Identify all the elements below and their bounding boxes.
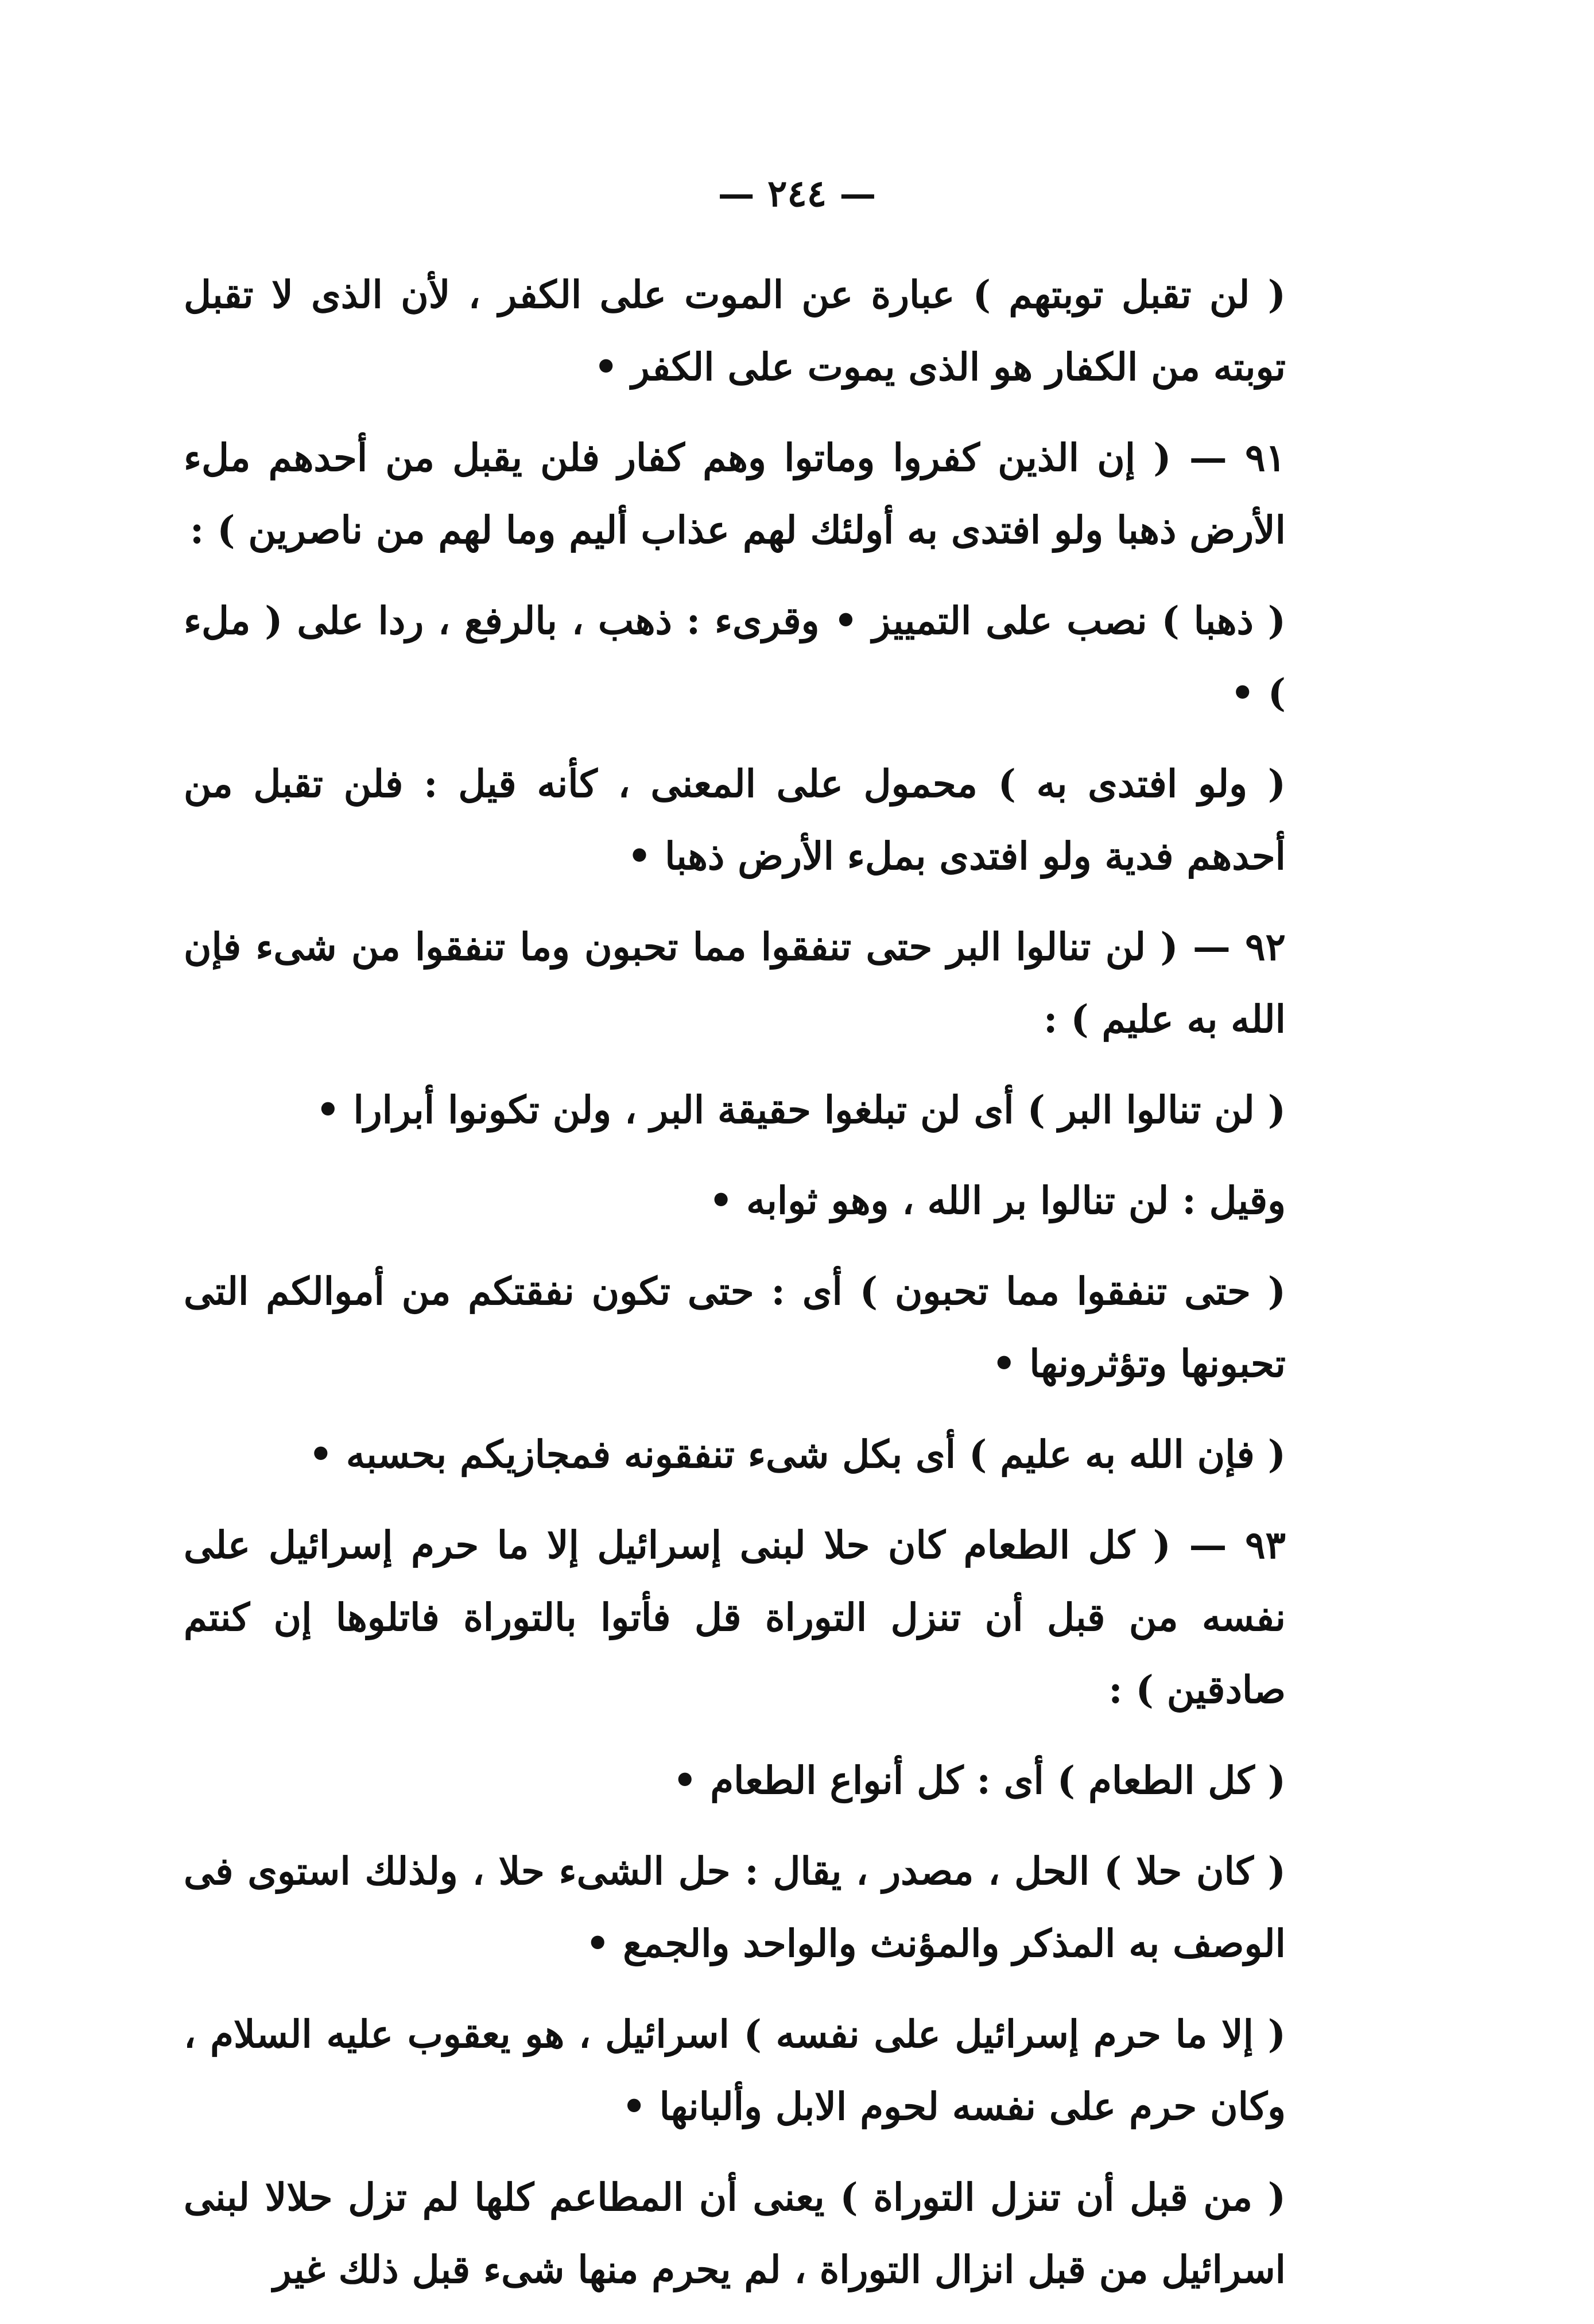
paragraph: ( لن تقبل توبتهم ) عبارة عن الموت على الكفر ، لأن الذى لا تقبل توبته من الكفار هو الذى يموت على الكفر • bbox=[184, 272, 1286, 389]
paragraph: ( لن تنالوا البر ) أى لن تبلغوا حقيقة البر ، ولن تكونوا أبرارا • bbox=[316, 1087, 1286, 1132]
paragraph: ( فإن الله به عليم ) أى بكل شىء تنفقونه فمجازيكم بحسبه • bbox=[308, 1432, 1286, 1477]
verse-paragraph: ٩٢ — ( لن تنالوا البر حتى تنفقوا مما تحبون وما تنفقوا من شىء فإن الله به عليم ) : bbox=[184, 924, 1286, 1041]
paragraph: ( كان حلا ) الحل ، مصدر ، يقال : حل الشىء حلا ، ولذلك استوى فى الوصف به المذكر والمؤنث والواحد والجمع • bbox=[184, 1849, 1286, 1966]
paragraph: ( ذهبا ) نصب على التمييز • وقرىء : ذهب ، بالرفع ، ردا على ( ملء ) • bbox=[184, 598, 1286, 715]
paragraph: ( من قبل أن تنزل التوراة ) يعنى أن المطاعم كلها لم تزل حلالا لبنى اسرائيل من قبل انزال التوراة ، لم يحرم منها شىء قبل ذلك غير bbox=[184, 2175, 1286, 2292]
paragraph: ( كل الطعام ) أى : كل أنواع الطعام • bbox=[673, 1758, 1286, 1803]
verse-paragraph: ٩١ — ( إن الذين كفروا وماتوا وهم كفار فلن يقبل من أحدهم ملء الأرض ذهبا ولو افتدى به أولئك لهم عذاب أليم وما لهم من ناصرين ) : bbox=[184, 435, 1286, 552]
page-body bbox=[184, 258, 1286, 2324]
page-number: — ٢٤٤ — bbox=[718, 172, 876, 215]
paragraph: ( ولو افتدى به ) محمول على المعنى ، كأنه قيل : فلن تقبل من أحدهم فدية ولو افتدى بملء الأرض ذهبا • bbox=[184, 761, 1286, 878]
paragraph: ( حتى تنفقوا مما تحبون ) أى : حتى تكون نفقتكم من أموالكم التى تحبونها وتؤثرونها • bbox=[184, 1269, 1286, 1386]
paragraph: ( إلا ما حرم إسرائيل على نفسه ) اسرائيل ، هو يعقوب عليه السلام ، وكان حرم على نفسه لحوم الابل وألبانها • bbox=[184, 2012, 1286, 2129]
paragraph: وقيل : لن تنالوا بر الله ، وهو ثوابه • bbox=[708, 1178, 1286, 1223]
verse-paragraph: ٩٣ — ( كل الطعام كان حلا لبنى إسرائيل إلا ما حرم إسرائيل على نفسه من قبل أن تنزل التوراة قل فأتوا بالتوراة فاتلوها إن كنتم صادقين ) : bbox=[184, 1523, 1286, 1712]
